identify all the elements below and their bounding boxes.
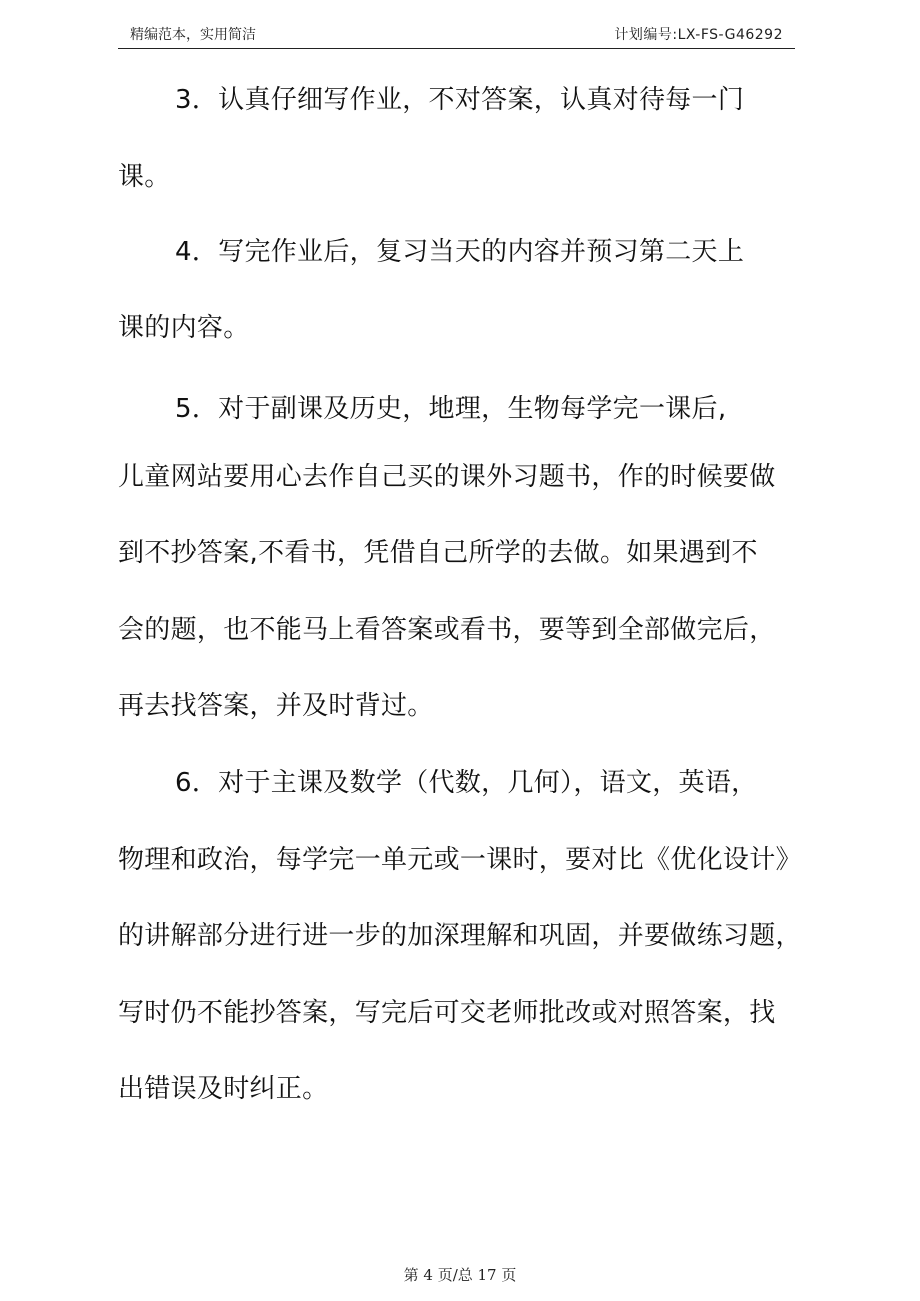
body-line: 5．对于副课及历史，地理，生物每学完一课后, xyxy=(175,394,727,424)
body-line: 课的内容。 xyxy=(118,313,250,343)
body-line: 写时仍不能抄答案，写完后可交老师批改或对照答案，找 xyxy=(118,998,776,1028)
body-line: 出错误及时纠正。 xyxy=(118,1074,329,1104)
body-line: 物理和政治，每学完一单元或一课时，要对比《优化设计》 xyxy=(118,845,802,875)
body-line: 再去找答案，并及时背过。 xyxy=(118,691,434,721)
plan-number: 计划编号:LX-FS-G46292 xyxy=(614,27,783,43)
page-number: 第 4 页/总 17 页 xyxy=(403,1266,517,1284)
header-tagline: 精编范本，实用简洁 xyxy=(130,27,256,43)
body-line: 儿童网站要用心去作自己买的课外习题书，作的时候要做 xyxy=(118,462,776,492)
body-line: 到不抄答案,不看书，凭借自己所学的去做。如果遇到不 xyxy=(118,538,758,568)
body-line: 的讲解部分进行进一步的加深理解和巩固，并要做练习题， xyxy=(118,921,802,951)
body-line: 课。 xyxy=(118,162,171,192)
body-line: 会的题，也不能马上看答案或看书，要等到全部做完后， xyxy=(118,615,776,645)
body-line: 4．写完作业后，复习当天的内容并预习第二天上 xyxy=(175,237,745,267)
body-line: 6．对于主课及数学（代数，几何），语文，英语， xyxy=(175,768,758,798)
page-header xyxy=(118,22,795,49)
body-line: 3．认真仔细写作业，不对答案，认真对待每一门 xyxy=(175,85,745,115)
